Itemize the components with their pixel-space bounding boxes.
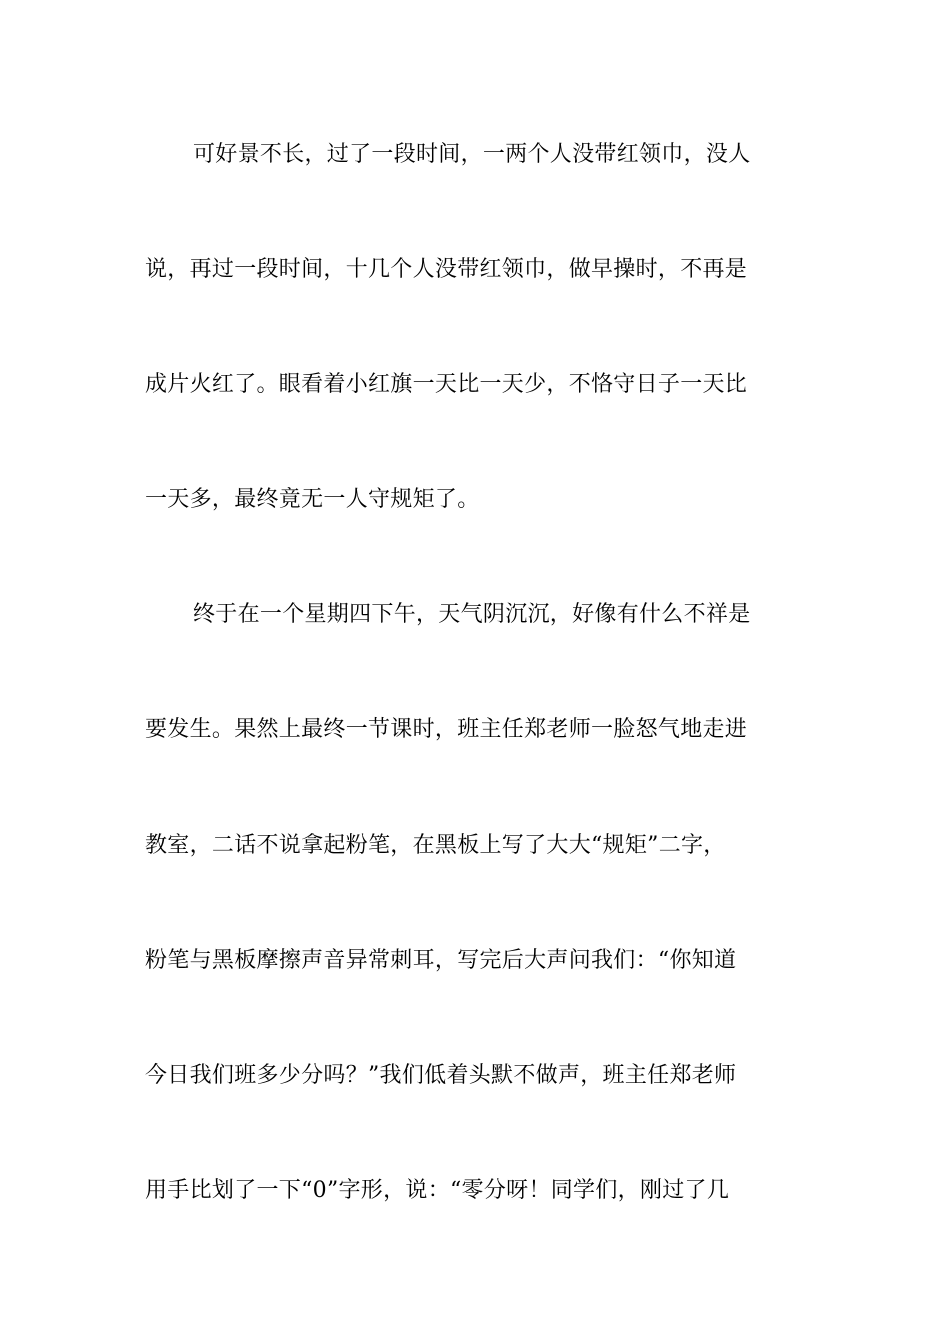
paragraph-line: 要发生。果然上最终一节课时，班主任郑老师一脸怒气地走进 — [145, 717, 748, 742]
paragraph-line: 今日我们班多少分吗？”我们低着头默不做声，班主任郑老师 — [145, 1063, 737, 1088]
paragraph-line: 终于在一个星期四下午，天气阴沉沉，好像有什么不祥是 — [193, 602, 751, 627]
paragraph-line: 成片火红了。眼看着小红旗一天比一天少，不恪守日子一天比 — [145, 372, 748, 397]
paragraph-line: 说，再过一段时间，十几个人没带红领巾，做早操时，不再是 — [145, 257, 748, 282]
paragraph-line: 可好景不长，过了一段时间，一两个人没带红领巾，没人 — [193, 142, 751, 167]
paragraph-line: 用手比划了一下“0”字形，说：“零分呀！同学们，刚过了几 — [145, 1178, 730, 1203]
paragraph-line: 教室，二话不说拿起粉笔，在黑板上写了大大“规矩”二字， — [145, 833, 726, 858]
paragraph-line: 一天多，最终竟无一人守规矩了。 — [145, 487, 480, 512]
paragraph-line: 粉笔与黑板摩擦声音异常刺耳，写完后大声问我们：“你知道 — [145, 948, 737, 973]
